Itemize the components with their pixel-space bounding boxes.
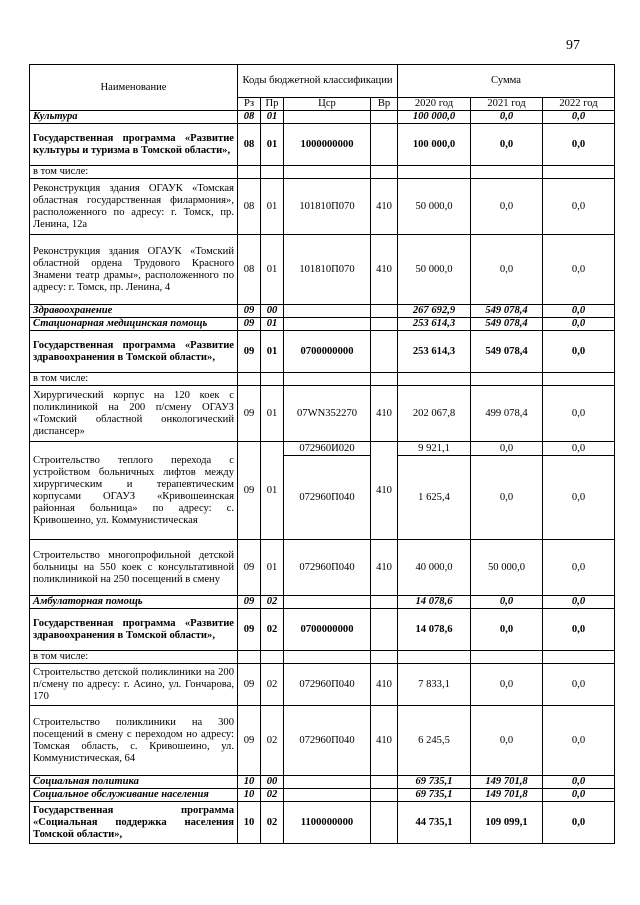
row-pr: 02 — [261, 802, 284, 844]
row-rz: 10 — [238, 789, 261, 802]
row-2020: 253 614,3 — [398, 331, 471, 373]
row-2020: 44 735,1 — [398, 802, 471, 844]
row-vr — [371, 305, 398, 318]
row-pr: 02 — [261, 609, 284, 651]
row-2020: 69 735,1 — [398, 776, 471, 789]
row-vr: 410 — [371, 664, 398, 706]
row-csr: 072960И020 — [284, 442, 371, 456]
table-row — [30, 802, 615, 844]
header-2021: 2021 год — [471, 98, 543, 111]
row-2021: 0,0 — [471, 596, 543, 609]
row-2022: 0,0 — [543, 776, 615, 789]
row-2020: 6 245,5 — [398, 706, 471, 776]
row-2022: 0,0 — [543, 789, 615, 802]
row-pr: 01 — [261, 318, 284, 331]
page-number: 97 — [566, 38, 580, 53]
row-name: Государственная программа «Развитие здравоохранения в Томской области», — [30, 609, 238, 651]
row-name: Реконструкция здания ОГАУК «Томский областной ордена Трудового Красного Знамени театр драмы», расположенного по адресу: г. Томск, пр. Ленина, 4 — [30, 235, 238, 305]
row-2022: 0,0 — [543, 305, 615, 318]
row-2020: 100 000,0 — [398, 111, 471, 124]
row-2022: 0,0 — [543, 235, 615, 305]
table-row — [30, 706, 615, 776]
row-2020: 50 000,0 — [398, 235, 471, 305]
row-pr: 01 — [261, 331, 284, 373]
row-pr: 02 — [261, 664, 284, 706]
row-2022: 0,0 — [543, 442, 615, 456]
row-csr — [284, 789, 371, 802]
row-csr — [284, 305, 371, 318]
header-codes: Коды бюджетной классификации — [238, 65, 398, 98]
row-csr: 1100000000 — [284, 802, 371, 844]
table-row — [30, 124, 615, 166]
row-name: Стационарная медицинская помощь — [30, 318, 238, 331]
row-2021: 0,0 — [471, 456, 543, 540]
row-vr — [371, 318, 398, 331]
row-2020: 202 067,8 — [398, 386, 471, 442]
row-pr: 01 — [261, 179, 284, 235]
row-pr: 01 — [261, 540, 284, 596]
budget-table — [29, 64, 615, 844]
row-csr: 07WN352270 — [284, 386, 371, 442]
row-name: Амбулаторная помощь — [30, 596, 238, 609]
row-2021: 0,0 — [471, 664, 543, 706]
table-row — [30, 318, 615, 331]
row-2020: 9 921,1 — [398, 442, 471, 456]
row-name: Реконструкция здания ОГАУК «Томская областная государственная филармония», расположенного по адресу: г. Томск, пр. Ленина, 12а — [30, 179, 238, 235]
row-pr: 01 — [261, 386, 284, 442]
row-2022: 0,0 — [543, 318, 615, 331]
row-rz: 09 — [238, 305, 261, 318]
row-2021: 549 078,4 — [471, 331, 543, 373]
row-pr: 02 — [261, 596, 284, 609]
row-vr — [371, 124, 398, 166]
row-2020: 14 078,6 — [398, 609, 471, 651]
row-2020: 50 000,0 — [398, 179, 471, 235]
table-row — [30, 609, 615, 651]
row-name: Государственная программа «Социальная поддержка населения Томской области», — [30, 802, 238, 844]
header-2022: 2022 год — [543, 98, 615, 111]
row-2020: 14 078,6 — [398, 596, 471, 609]
row-2022: 0,0 — [543, 386, 615, 442]
row-vr — [371, 802, 398, 844]
row-2021: 50 000,0 — [471, 540, 543, 596]
row-name: Социальное обслуживание населения — [30, 789, 238, 802]
row-rz: 09 — [238, 540, 261, 596]
row-csr: 072960П040 — [284, 540, 371, 596]
row-rz: 09 — [238, 596, 261, 609]
row-2022: 0,0 — [543, 664, 615, 706]
table-row — [30, 386, 615, 442]
row-pr: 01 — [261, 235, 284, 305]
row-csr: 0700000000 — [284, 331, 371, 373]
row-vr: 410 — [371, 706, 398, 776]
row-csr: 1000000000 — [284, 124, 371, 166]
row-2022: 0,0 — [543, 802, 615, 844]
row-2021: 549 078,4 — [471, 318, 543, 331]
table-row — [30, 373, 615, 386]
row-name: Строительство поликлиники на 300 посещений в смену с переходом но адресу: Томская область, с. Кривошеино, ул. Коммунистическая, 64 — [30, 706, 238, 776]
row-pr: 01 — [261, 442, 284, 540]
row-2020: 7 833,1 — [398, 664, 471, 706]
row-2021: 0,0 — [471, 179, 543, 235]
row-csr: 072960П040 — [284, 456, 371, 540]
row-2021: 0,0 — [471, 111, 543, 124]
header-rz: Рз — [238, 98, 261, 111]
row-2022: 0,0 — [543, 111, 615, 124]
row-2022: 0,0 — [543, 179, 615, 235]
table-row — [30, 331, 615, 373]
row-rz: 08 — [238, 235, 261, 305]
row-csr: 072960П040 — [284, 706, 371, 776]
row-pr: 02 — [261, 706, 284, 776]
row-rz: 10 — [238, 802, 261, 844]
row-name: Здравоохранение — [30, 305, 238, 318]
row-2020: 100 000,0 — [398, 124, 471, 166]
row-2021: 109 099,1 — [471, 802, 543, 844]
row-csr — [284, 111, 371, 124]
row-2020: 267 692,9 — [398, 305, 471, 318]
table-row — [30, 111, 615, 124]
row-2022: 0,0 — [543, 540, 615, 596]
row-2022: 0,0 — [543, 124, 615, 166]
table-row — [30, 540, 615, 596]
row-pr: 02 — [261, 789, 284, 802]
row-csr: 072960П040 — [284, 664, 371, 706]
row-vr — [371, 331, 398, 373]
row-vr: 410 — [371, 179, 398, 235]
row-2021: 0,0 — [471, 124, 543, 166]
table-row — [30, 664, 615, 706]
row-2022: 0,0 — [543, 331, 615, 373]
row-csr: 0700000000 — [284, 609, 371, 651]
row-name: Строительство теплого перехода с устройством больничных лифтов между хирургическим и терапевтическим корпусами ОГАУЗ «Кривошеинская районная больница» по адресу: с. Кривошеино, ул. Коммунистическая — [30, 442, 238, 540]
row-name: Культура — [30, 111, 238, 124]
row-2020: 253 614,3 — [398, 318, 471, 331]
row-rz: 10 — [238, 776, 261, 789]
row-pr: 00 — [261, 305, 284, 318]
header-csr: Цср — [284, 98, 371, 111]
header-2020: 2020 год — [398, 98, 471, 111]
row-2022: 0,0 — [543, 706, 615, 776]
row-2022: 0,0 — [543, 456, 615, 540]
row-vr: 410 — [371, 442, 398, 540]
row-2020: 40 000,0 — [398, 540, 471, 596]
row-rz: 09 — [238, 609, 261, 651]
row-rz: 08 — [238, 111, 261, 124]
row-2021: 549 078,4 — [471, 305, 543, 318]
row-2020: 69 735,1 — [398, 789, 471, 802]
row-vr — [371, 776, 398, 789]
row-rz: 09 — [238, 442, 261, 540]
table-row — [30, 651, 615, 664]
row-rz: 09 — [238, 664, 261, 706]
row-csr — [284, 596, 371, 609]
row-name: Строительство многопрофильной детской больницы на 550 коек с консультативной поликлиникой на 250 посещений в смену — [30, 540, 238, 596]
row-rz: 09 — [238, 386, 261, 442]
row-vr — [371, 789, 398, 802]
table-row — [30, 776, 615, 789]
row-2021: 499 078,4 — [471, 386, 543, 442]
row-pr: 01 — [261, 111, 284, 124]
row-name: Государственная программа «Развитие культуры и туризма в Томской области», — [30, 124, 238, 166]
row-pr: 00 — [261, 776, 284, 789]
row-name: в том числе: — [30, 373, 238, 386]
header-name: Наименование — [30, 65, 238, 111]
row-name: Социальная политика — [30, 776, 238, 789]
row-rz: 08 — [238, 179, 261, 235]
row-pr: 01 — [261, 124, 284, 166]
table-row — [30, 442, 615, 456]
row-2021: 0,0 — [471, 706, 543, 776]
table-row — [30, 235, 615, 305]
row-vr — [371, 609, 398, 651]
row-name: в том числе: — [30, 166, 238, 179]
row-2020: 1 625,4 — [398, 456, 471, 540]
table-row — [30, 166, 615, 179]
row-name: Государственная программа «Развитие здравоохранения в Томской области», — [30, 331, 238, 373]
row-name: Хирургический корпус на 120 коек с поликлиникой на 200 п/смену ОГАУЗ «Томский областной онкологический диспансер» — [30, 386, 238, 442]
header-row — [30, 65, 615, 98]
table-row — [30, 179, 615, 235]
row-vr: 410 — [371, 386, 398, 442]
row-vr: 410 — [371, 235, 398, 305]
row-2021: 0,0 — [471, 442, 543, 456]
row-vr — [371, 111, 398, 124]
header-vr: Вр — [371, 98, 398, 111]
row-2021: 0,0 — [471, 235, 543, 305]
row-rz: 09 — [238, 706, 261, 776]
table-row — [30, 305, 615, 318]
row-csr — [284, 318, 371, 331]
header-sum: Сумма — [398, 65, 615, 98]
row-2021: 0,0 — [471, 609, 543, 651]
row-2022: 0,0 — [543, 609, 615, 651]
row-2022: 0,0 — [543, 596, 615, 609]
table-row — [30, 596, 615, 609]
row-name: Строительство детской поликлиники на 200 п/смену по адресу: г. Асино, ул. Гончарова, 170 — [30, 664, 238, 706]
row-rz: 09 — [238, 318, 261, 331]
row-rz: 08 — [238, 124, 261, 166]
row-vr: 410 — [371, 540, 398, 596]
row-csr: 101810П070 — [284, 235, 371, 305]
row-name: в том числе: — [30, 651, 238, 664]
row-csr — [284, 776, 371, 789]
row-csr: 101810П070 — [284, 179, 371, 235]
table-row — [30, 789, 615, 802]
row-vr — [371, 596, 398, 609]
header-pr: Пр — [261, 98, 284, 111]
row-2021: 149 701,8 — [471, 776, 543, 789]
row-rz: 09 — [238, 331, 261, 373]
row-2021: 149 701,8 — [471, 789, 543, 802]
